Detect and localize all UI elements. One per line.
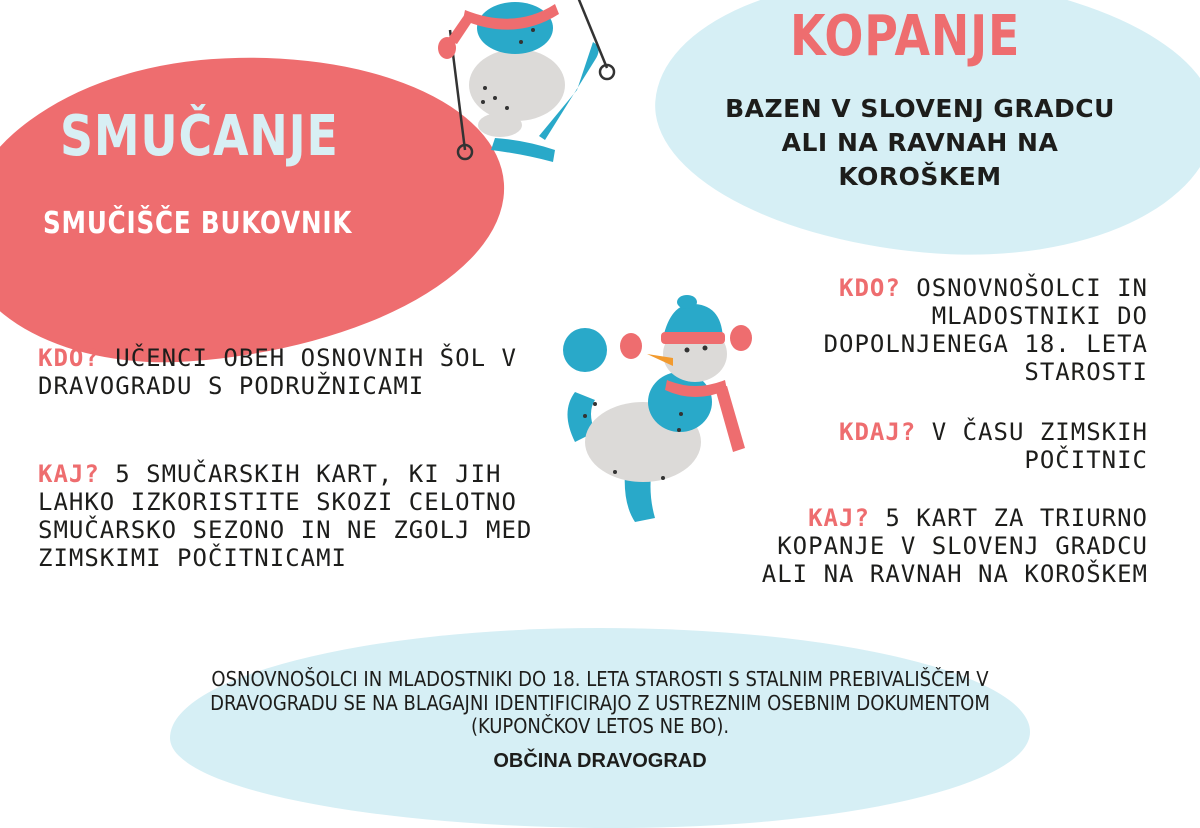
skiing-what-label: KAJ? xyxy=(38,460,100,488)
swimming-who xyxy=(778,274,1148,386)
skiing-location: SMUČIŠČE BUKOVNIK xyxy=(43,206,353,241)
skiing-who xyxy=(38,344,538,400)
swimming-when-label: KDAJ? xyxy=(839,418,917,446)
swimming-what-text: 5 KART ZA TRIURNO KOPANJE V SLOVENJ GRADCU ALI NA RAVNAH NA KOROŠKEM xyxy=(761,504,1148,588)
skiing-who-text: UČENCI OBEH OSNOVNIH ŠOL V DRAVOGRADU S PODRUŽNICAMI xyxy=(38,344,517,400)
skiing-title: SMUČANJE xyxy=(60,104,339,169)
swimming-what xyxy=(728,504,1148,588)
skiing-who-label: KDO? xyxy=(38,344,100,372)
swimming-location: BAZEN V SLOVENJ GRADCU ALI NA RAVNAH NA KOROŠKEM xyxy=(725,94,1115,191)
eligibility-note: OSNOVNOŠOLCI IN MLADOSTNIKI DO 18. LETA STAROSTI S STALNIM PREBIVALIŠČEM V DRAVOGRADU SE NA BLAGAJNI IDENTIFICIRAJO Z USTREZNIM OSEBNIM DOKUMENTOM (KUPONČKOV LETOS NE BO). xyxy=(210,667,990,738)
snowball-snowman-illustration xyxy=(555,292,760,532)
swimming-when-text: V ČASU ZIMSKIH POČITNIC xyxy=(931,418,1148,474)
swimming-title: KOPANJE xyxy=(790,4,1021,69)
skiing-what-text: 5 SMUČARSKIH KART, KI JIH LAHKO IZKORISTITE SKOZI CELOTNO SMUČARSKO SEZONO IN NE ZGOLJ MED ZIMSKIMI POČITNICAMI xyxy=(38,460,533,572)
swimming-when xyxy=(788,418,1148,474)
swimming-who-label: KDO? xyxy=(839,274,901,302)
swimming-what-label: KAJ? xyxy=(808,504,870,532)
organization-name: OBČINA DRAVOGRAD xyxy=(493,750,707,772)
swimming-who-text: OSNOVNOŠOLCI IN MLADOSTNIKI DO DOPOLNJENEGA 18. LETA STAROSTI xyxy=(823,274,1148,386)
skiing-what xyxy=(38,460,538,572)
skiing-snowman-illustration xyxy=(425,0,625,180)
